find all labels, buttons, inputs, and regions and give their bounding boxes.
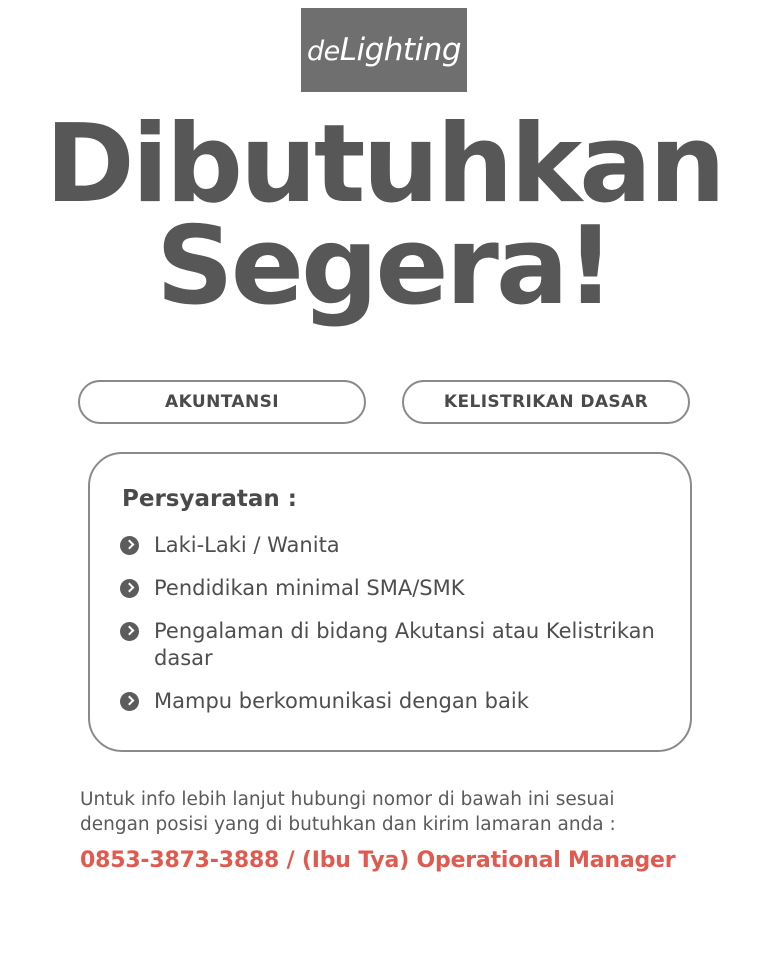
chevron-right-icon bbox=[120, 692, 139, 711]
requirements-list bbox=[120, 532, 660, 714]
position-pill-group bbox=[78, 380, 690, 424]
brand-logo bbox=[301, 8, 467, 92]
list-item bbox=[120, 532, 660, 559]
requirement-text: Laki-Laki / Wanita bbox=[154, 533, 340, 557]
requirement-text: Pendidikan minimal SMA/SMK bbox=[154, 575, 465, 600]
contact-info: 0853-3873-3888 / (Ibu Tya) Operational Manager bbox=[80, 848, 676, 873]
requirements-title: Persyaratan : bbox=[122, 486, 297, 512]
chevron-right-icon bbox=[120, 622, 139, 641]
brand-logo-text bbox=[307, 32, 461, 68]
requirement-text: Mampu berkomunikasi dengan baik bbox=[154, 688, 529, 713]
position-pill-label: KELISTRIKAN DASAR bbox=[443, 392, 649, 412]
position-pill-akuntansi bbox=[78, 380, 366, 424]
footer-note: Untuk info lebih lanjut hubungi nomor di bawah ini sesuai dengan posisi yang di butuhkan dan kirim lamaran anda : bbox=[80, 789, 616, 835]
list-item bbox=[120, 575, 660, 602]
chevron-right-icon bbox=[120, 579, 139, 598]
list-item bbox=[120, 688, 660, 715]
chevron-right-icon bbox=[120, 536, 139, 555]
position-pill-kelistrikan-dasar bbox=[402, 380, 690, 424]
requirements-panel bbox=[88, 452, 692, 752]
headline-line-2: Segera! bbox=[156, 203, 612, 329]
position-pill-label: AKUNTANSI bbox=[165, 392, 279, 412]
requirement-text: Pengalaman di bidang Akutansi atau Kelistrikan dasar bbox=[154, 618, 655, 670]
list-item bbox=[120, 618, 660, 672]
page-title bbox=[0, 102, 768, 329]
brand-logo-prefix: de bbox=[306, 36, 340, 67]
headline-line-1: Dibutuhkan bbox=[45, 102, 723, 227]
brand-logo-suffix: Lighting bbox=[339, 32, 462, 68]
